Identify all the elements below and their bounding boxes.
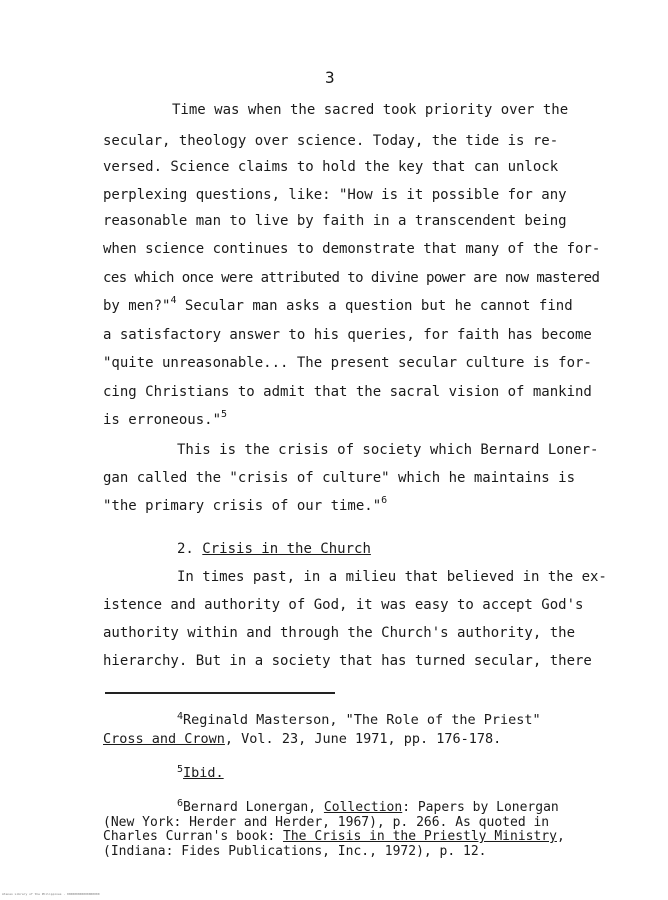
body-line: This is the crisis of society which Bernard Loner- [177,442,599,458]
footnote-title: Collection [323,800,403,815]
footnote-text: Charles Curran's book: [103,829,284,844]
body-line: reasonable man to live by faith in a transcendent being [103,213,567,229]
body-line: secular, theology over science. Today, the tide is re- [103,133,559,149]
footnote-6-line4: (Indiana: Fides Publications, Inc., 1972), p. 12. [103,844,487,859]
body-line: hierarchy. But in a society that has turned secular, there [103,653,592,669]
body-line: gan called the "crisis of culture" which he maintains is [103,470,576,486]
body-line: versed. Science claims to hold the key that can unlock [103,159,559,175]
footnote-text: , Vol. 23, June 1971, pp. 176-178. [224,731,502,747]
footnote-mark: 4 [177,711,184,722]
footnote-text: Ibid. [183,765,224,781]
body-line [103,495,388,514]
section-heading [177,541,371,557]
footnote-ref-4: 4 [170,295,177,306]
footnote-6-line2: (New York: Herder and Herder, 1967), p. 266. As quoted in [103,815,550,830]
footnote-5 [177,764,224,781]
footnote-text: Reginald Masterson, "The Role of the Priest" [183,712,541,728]
body-line: ces which once were attributed to divine power are now mastered [103,270,600,286]
footnote-6-line3 [103,830,565,843]
body-line: authority within and through the Church's authority, the [103,625,576,641]
body-line: cing Christians to admit that the sacral vision of mankind [103,384,592,400]
footnote-6-line1 [177,798,559,815]
body-line [103,295,573,314]
section-title: Crisis in the Church [202,541,371,557]
line-text: is erroneous." [103,412,222,428]
page-number: 3 [325,68,335,87]
body-line: In times past, in a milieu that believed in the ex- [177,569,607,585]
footnote-mark: 6 [177,798,184,809]
footnote-ref-5: 5 [221,409,228,420]
body-line: Time was when the sacred took priority over the [172,102,569,118]
body-line: a satisfactory answer to his queries, for faith has become [103,327,592,343]
footnote-title: The Crisis in the Priestly Ministry [283,829,557,844]
line-text: by men?" [103,298,171,314]
footnote-ref-6: 6 [381,495,388,506]
line-text: Secular man asks a question but he cannot find [176,298,573,314]
footnote-4-line2 [103,733,501,747]
footnote-mark: 5 [177,764,184,775]
line-text: "the primary crisis of our time." [103,498,382,514]
section-number: 2. [177,541,194,557]
body-line: when science continues to demonstrate that many of the for- [103,241,601,257]
footnote-author: Bernard Lonergan, [183,800,317,815]
body-line [103,409,228,428]
body-line: perplexing questions, like: "How is it possible for any [103,187,567,203]
footnote-text: , [556,829,565,844]
archive-stamp: Ateneo Library of the Philippines · 000000000000000000 [2,892,100,896]
footnote-rule [105,692,335,694]
body-line: istence and authority of God, it was easy to accept God's [103,597,584,613]
footnote-text: : Papers by Lonergan [402,800,559,815]
footnote-title: Cross and Crown [103,731,225,747]
footnote-4-line1 [177,711,541,728]
body-line: "quite unreasonable... The present secular culture is for- [103,355,592,371]
